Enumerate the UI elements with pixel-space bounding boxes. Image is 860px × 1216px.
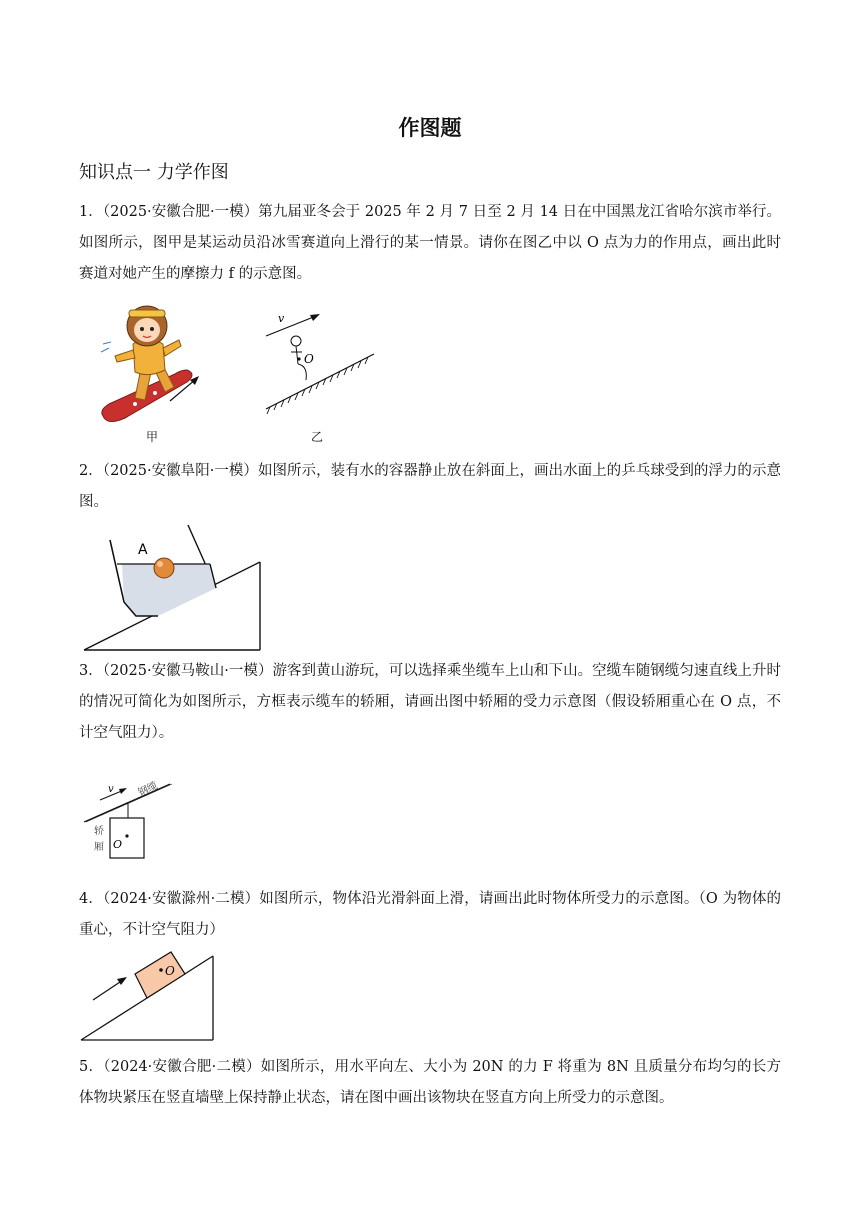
incline-figure-b bbox=[258, 306, 382, 416]
cable-label: 钢缆 bbox=[136, 780, 160, 799]
page-title: 作图题 bbox=[398, 116, 462, 140]
block-on-incline-figure bbox=[79, 942, 219, 1044]
velocity-label-v: v bbox=[278, 312, 285, 325]
figure-caption-yi: 乙 bbox=[311, 430, 324, 444]
figure-caption-jia: 甲 bbox=[146, 430, 159, 444]
question-3-text: 3．（2025·安徽马鞍山·一模）游客到黄山游玩，可以选择乘坐缆车上山和下山。空缆车随钢缆匀速直线上升时的情况可简化为如图所示，方框表示缆车的轿厢，请画出图中轿厢的受力示意图（假设轿厢重心在 O 点，不计空气阻力）。 bbox=[79, 663, 781, 741]
container-on-incline-figure bbox=[80, 522, 266, 654]
question-5-text: 5．（2024·安徽合肥·二模）如图所示，用水平向左、大小为 20N 的力 F 将重为 8N 且质量分布均匀的长方体物块紧压在竖直墙壁上保持静止状态，请在图中画出该物块在竖直方向上所受力的示意图。 bbox=[79, 1059, 781, 1106]
point-label-o: O bbox=[304, 352, 314, 366]
center-label-o: O bbox=[113, 838, 123, 851]
center-label-o2: O bbox=[165, 964, 175, 978]
cabin-label-1: 轿 bbox=[94, 826, 104, 837]
cabin-label-2: 厢 bbox=[94, 842, 104, 853]
motion-arrow-a bbox=[168, 373, 202, 403]
question-2-text: 2．（2025·安徽阜阳·一模）如图所示，装有水的容器静止放在斜面上，画出水面上的乒乓球受到的浮力的示意图。 bbox=[79, 463, 781, 510]
cable-car-figure bbox=[80, 772, 176, 862]
section-heading: 知识点一 力学作图 bbox=[79, 162, 229, 183]
question-4-text: 4．（2024·安徽滁州·二模）如图所示，物体沿光滑斜面上滑，请画出此时物体所受力的示意图。（O 为物体的重心，不计空气阻力） bbox=[79, 891, 781, 938]
ball-label-a: A bbox=[138, 542, 148, 558]
skier-illustration bbox=[95, 300, 205, 426]
velocity-label-v2: v bbox=[108, 784, 114, 795]
question-1-text: 1．（2025·安徽合肥·一模）第九届亚冬会于 2025 年 2 月 7 日至 2 月 14 日在中国黑龙江省哈尔滨市举行。如图所示，图甲是某运动员沿冰雪赛道向上滑行的某一情景。请你在图乙中以 O 点为力的作用点，画出此时赛道对她产生的摩擦力 f 的示意图。 bbox=[79, 204, 781, 282]
